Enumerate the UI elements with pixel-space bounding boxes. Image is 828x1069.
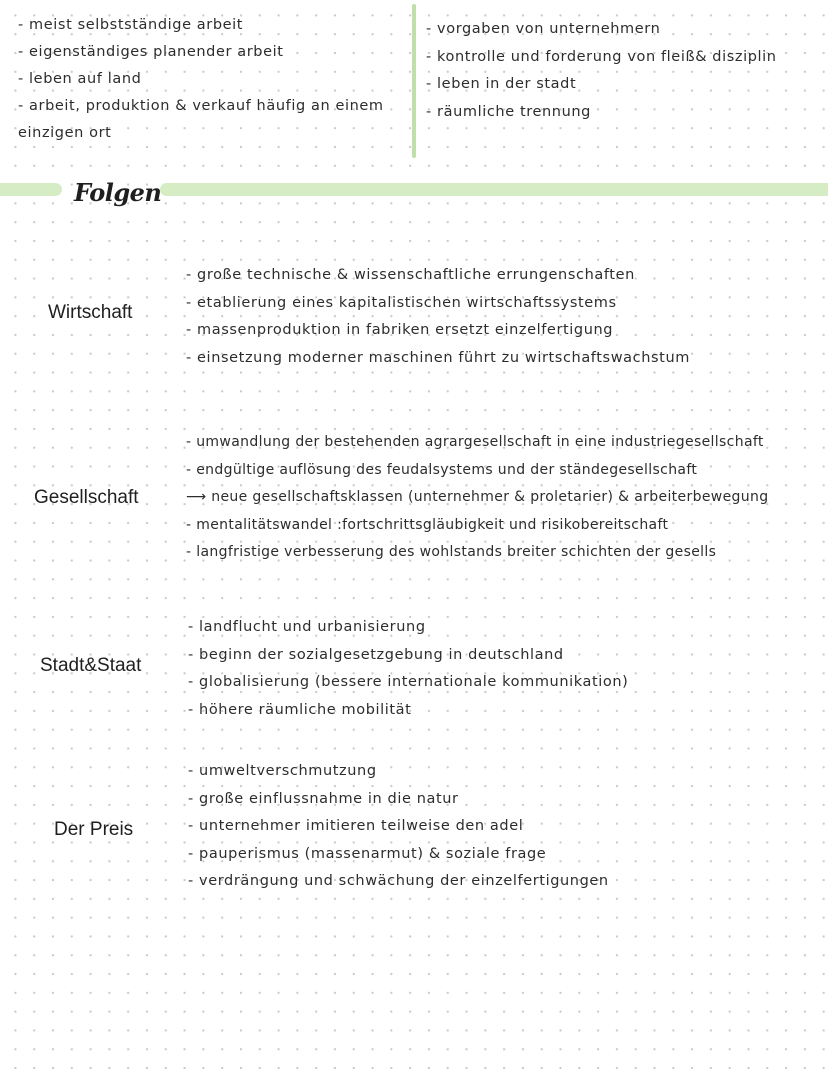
category-wirtschaft: Wirtschaft — [48, 302, 133, 323]
der-preis-list — [188, 758, 609, 896]
list-item: - endgültige auflösung des feudalsystems und der ständegesellschaft — [186, 461, 698, 478]
header-band-right — [160, 183, 828, 196]
list-item: - räumliche trennung — [426, 103, 591, 120]
top-right-list — [426, 16, 777, 126]
list-item: - arbeit, produktion & verkauf häufig an einem — [18, 98, 384, 114]
list-item: - umwandlung der bestehenden agrargesellschaft in eine industriegesellschaft — [186, 434, 764, 450]
list-item: - landflucht und urbanisierung — [188, 619, 426, 635]
list-item: - einsetzung moderner maschinen führt zu wirtschaftswachstum — [186, 349, 690, 366]
list-item: - beginn der sozialgesetzgebung in deutschland — [188, 646, 564, 663]
list-item: - große einflussnahme in die natur — [188, 790, 459, 807]
list-item: - globalisierung (bessere internationale kommunikation) — [188, 674, 629, 690]
list-item: - große technische & wissenschaftliche errungenschaften — [186, 267, 635, 283]
header-band-left — [0, 183, 62, 196]
section-title: Folgen — [74, 178, 162, 207]
category-der-preis: Der Preis — [54, 819, 134, 840]
list-item: ⟶ neue gesellschaftsklassen (unternehmer & proletarier) & arbeiterbewegung — [186, 489, 769, 505]
list-item: - mentalitätswandel :fortschrittsgläubigkeit und risikobereitschaft — [186, 516, 669, 533]
list-item: - langfristige verbesserung des wohlstands breiter schichten der gesells — [186, 544, 717, 560]
list-item: - leben auf land — [18, 71, 142, 87]
category-gesellschaft: Gesellschaft — [34, 487, 139, 508]
list-item: - leben in der stadt — [426, 76, 577, 92]
list-item: - eigenständiges planender arbeit — [18, 44, 284, 60]
column-divider — [412, 4, 416, 158]
list-item: - kontrolle und forderung von fleiß& disziplin — [426, 48, 777, 65]
list-item: - unternehmer imitieren teilweise den adel — [188, 818, 524, 834]
list-item: - verdrängung und schwächung der einzelfertigungen — [188, 873, 609, 889]
list-item: - etablierung eines kapitalistischen wirtschaftssystems — [186, 294, 617, 311]
gesellschaft-list — [186, 429, 768, 567]
list-item: - vorgaben von unternehmern — [426, 21, 661, 37]
wirtschaft-list — [186, 262, 690, 372]
category-stadt-staat: Stadt&Staat — [40, 655, 142, 676]
top-left-list — [18, 12, 408, 147]
list-item: - pauperismus (massenarmut) & soziale frage — [188, 845, 547, 862]
list-item: - höhere räumliche mobilität — [188, 701, 412, 718]
list-item: - massenproduktion in fabriken ersetzt einzelfertigung — [186, 322, 614, 338]
list-item: einzigen ort — [18, 125, 112, 141]
list-item: - umweltverschmutzung — [188, 763, 377, 779]
stadt-staat-list — [188, 614, 628, 724]
list-item: - meist selbstständige arbeit — [18, 17, 244, 33]
